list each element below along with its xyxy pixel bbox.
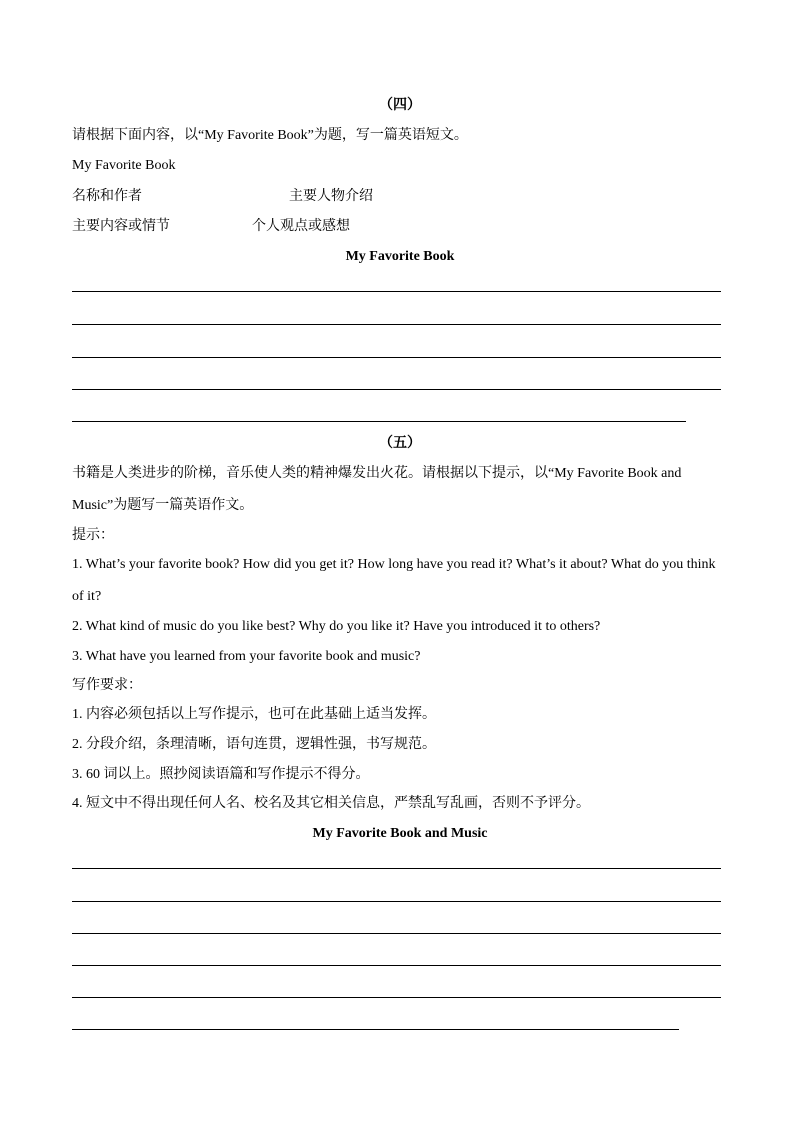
section4-essay-title: My Favorite Book (345, 249, 455, 264)
section4-heading: （四） (379, 98, 421, 113)
hint-1-line1: 1. What’s your favorite book? How did you get it? How long have you read it? What’s it about? What do you think (72, 557, 716, 572)
writing-line (72, 291, 721, 292)
section5-essay-title: My Favorite Book and Music (312, 826, 488, 841)
hint-1-line2: of it? (72, 589, 102, 604)
hint-3: 3. What have you learned from your favorite book and music? (72, 649, 421, 664)
writing-line (72, 324, 721, 325)
hints-label: 提示： (72, 528, 114, 543)
requirement-2: 2. 分段介绍，条理清晰，语句连贯，逻辑性强，书写规范。 (72, 737, 436, 752)
section4-instruction: 请根据下面内容，以“My Favorite Book”为题，写一篇英语短文。 (72, 128, 468, 143)
requirement-4: 4. 短文中不得出现任何人名、校名及其它相关信息，严禁乱写乱画，否则不予评分。 (72, 796, 590, 811)
writing-line (72, 965, 721, 966)
section4-point-plot: 主要内容或情节 (72, 219, 170, 234)
writing-line (72, 421, 686, 422)
writing-line (72, 933, 721, 934)
section5-intro-line2: Music”为题写一篇英语作文。 (72, 498, 254, 513)
writing-line (72, 997, 721, 998)
section4-point-characters: 主要人物介绍 (289, 189, 373, 204)
section5-heading: （五） (379, 436, 421, 451)
section4-point-opinion: 个人观点或感想 (252, 219, 350, 234)
requirement-1: 1. 内容必须包括以上写作提示，也可在此基础上适当发挥。 (72, 707, 436, 722)
section4-point-name-author: 名称和作者 (72, 189, 142, 204)
writing-line (72, 868, 721, 869)
requirement-3: 3. 60 词以上。照抄阅读语篇和写作提示不得分。 (72, 767, 370, 782)
writing-line (72, 389, 721, 390)
section4-subtitle: My Favorite Book (72, 158, 176, 173)
section5-intro-line1: 书籍是人类进步的阶梯，音乐使人类的精神爆发出火花。请根据以下提示，以“My Favorite Book and (72, 466, 682, 481)
hint-2: 2. What kind of music do you like best? Why do you like it? Have you introduced it to others? (72, 619, 601, 634)
requirements-label: 写作要求： (72, 678, 142, 693)
writing-line (72, 357, 721, 358)
writing-line (72, 901, 721, 902)
writing-line (72, 1029, 679, 1030)
